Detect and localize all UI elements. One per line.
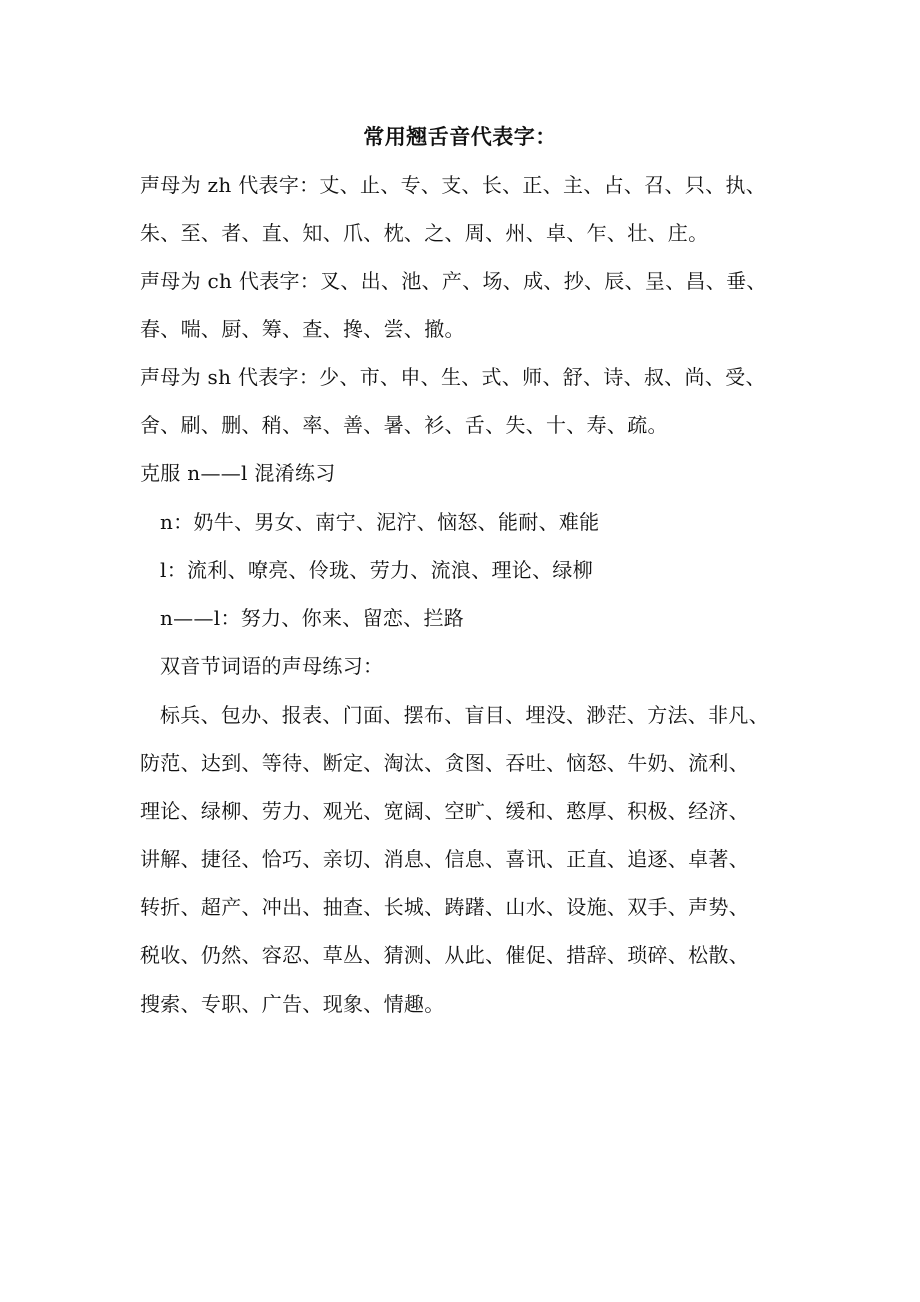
disyllabic-line-5: 转折、超产、冲出、抽查、长城、踌躇、山水、设施、双手、声势、 [140, 895, 749, 919]
ch-chars-line-2: 春、喘、厨、筹、查、搀、尝、撤。 [140, 317, 465, 341]
zh-chars-line-2: 朱、至、者、直、知、爪、枕、之、周、州、卓、乍、壮、庄。 [140, 221, 709, 245]
disyllabic-line-3: 理论、绿柳、劳力、观光、宽阔、空旷、缓和、憨厚、积极、经济、 [140, 799, 749, 823]
zh-chars-line-1: 声母为 zh 代表字：丈、止、专、支、长、正、主、占、召、只、执、 [140, 173, 767, 197]
sh-chars-line-2: 舍、刷、删、稍、率、善、暑、衫、舌、失、十、寿、疏。 [140, 413, 668, 437]
page-title: 常用翘舌音代表字： [363, 124, 557, 149]
nl-practice-line: n——l：努力、你来、留恋、拦路 [160, 606, 465, 630]
nl-section-heading: 克服 n——l 混淆练习 [140, 461, 336, 485]
n-practice-line: n：奶牛、男女、南宁、泥泞、恼怒、能耐、难能 [160, 510, 600, 534]
sh-chars-line-1: 声母为 sh 代表字：少、市、申、生、式、师、舒、诗、叔、尚、受、 [140, 365, 766, 389]
ch-chars-line-1: 声母为 ch 代表字：叉、出、池、产、场、成、抄、辰、呈、昌、垂、 [140, 269, 767, 293]
disyllabic-heading: 双音节词语的声母练习： [160, 654, 384, 678]
disyllabic-line-4: 讲解、捷径、恰巧、亲切、消息、信息、喜讯、正直、追逐、卓著、 [140, 847, 749, 871]
disyllabic-line-7: 搜索、专职、广告、现象、情趣。 [140, 992, 445, 1016]
disyllabic-line-6: 税收、仍然、容忍、草丛、猜测、从此、催促、措辞、琐碎、松散、 [140, 943, 749, 967]
disyllabic-line-2: 防范、达到、等待、断定、淘汰、贪图、吞吐、恼怒、牛奶、流利、 [140, 751, 749, 775]
disyllabic-line-1: 标兵、包办、报表、门面、摆布、盲目、埋没、渺茫、方法、非凡、 [160, 703, 769, 727]
l-practice-line: l：流利、嘹亮、伶珑、劳力、流浪、理论、绿柳 [160, 558, 593, 582]
